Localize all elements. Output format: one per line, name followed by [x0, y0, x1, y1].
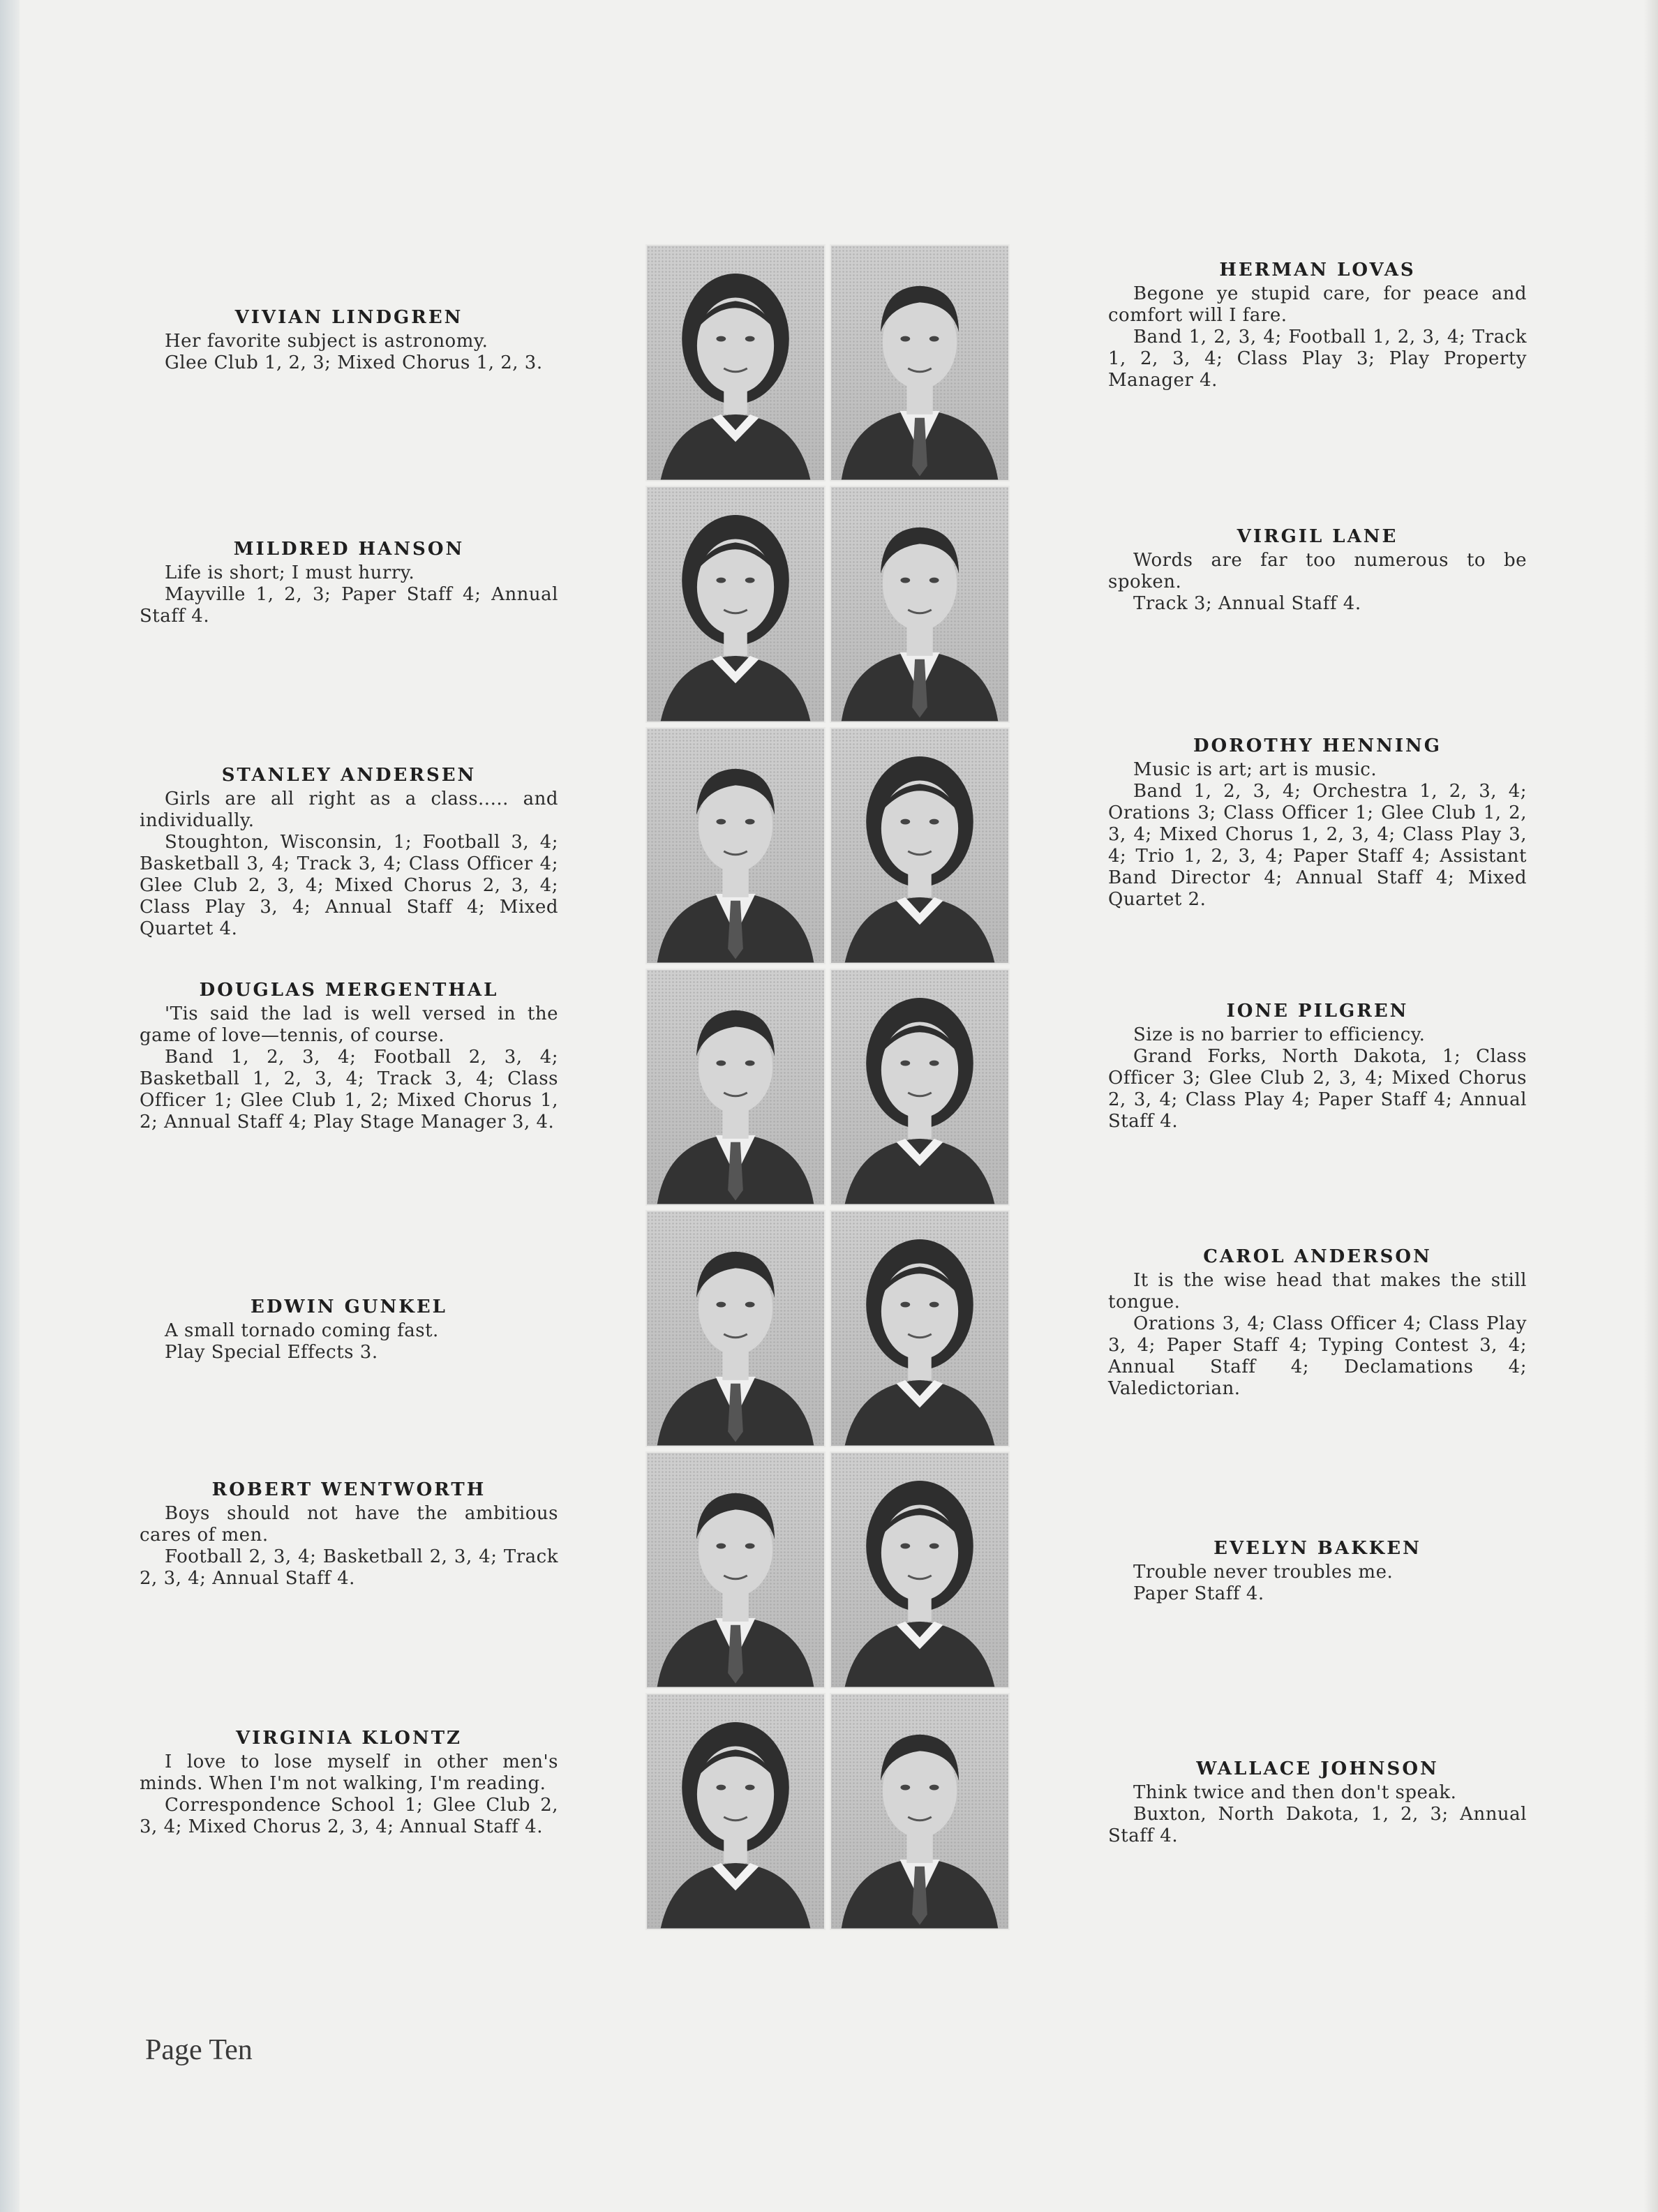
student-quote: Trouble never troubles me. — [1133, 1562, 1394, 1583]
student-portrait-photo — [830, 486, 1010, 723]
student-quote: 'Tis said the lad is well versed in the game of love—tennis, of course. — [140, 1003, 558, 1046]
student-activities: Band 1, 2, 3, 4; Football 1, 2, 3, 4; Track 1, 2, 3, 4; Class Play 3; Play Property Manager 4. — [1108, 327, 1527, 391]
student-activities: Grand Forks, North Dakota, 1; Class Officer 3; Glee Club 2, 3, 4; Mixed Chorus 2, 3, 4; Class Play 4; Paper Staff 4; Annual Staff 4. — [1108, 1046, 1527, 1132]
page-number: Page Ten — [145, 2034, 253, 2066]
student-activities: Football 2, 3, 4; Basketball 2, 3, 4; Track 2, 3, 4; Annual Staff 4. — [140, 1546, 558, 1589]
entry-wallace-johnson — [1108, 1758, 1527, 1847]
student-quote: Think twice and then don't speak. — [1133, 1782, 1457, 1803]
student-portrait-photo — [645, 727, 826, 964]
student-name: IONE PILGREN — [1226, 1001, 1409, 1022]
entry-virginia-klontz — [140, 1728, 558, 1838]
entry-dorothy-henning — [1108, 735, 1527, 911]
entry-edwin-gunkel — [140, 1296, 558, 1363]
entry-douglas-mergenthal — [140, 980, 558, 1133]
student-activities: Band 1, 2, 3, 4; Orchestra 1, 2, 3, 4; Orations 3; Class Officer 1; Glee Club 1, 2, 3, 4; Mixed Chorus 1, 2, 3, 4; Class Play 3, 4; Trio 1, 2, 3, 4; Paper Staff 4; Assistant Band Director 4; Annual Staff 4; Mixed Quartet 2. — [1108, 781, 1527, 910]
student-activities: Band 1, 2, 3, 4; Football 2, 3, 4; Basketball 1, 2, 3, 4; Track 3, 4; Class Officer 1; Glee Club 1, 2; Mixed Chorus 1, 2; Annual Staff 4; Play Stage Manager 3, 4. — [140, 1047, 558, 1133]
student-activities: Correspondence School 1; Glee Club 2, 3, 4; Mixed Chorus 2, 3, 4; Annual Staff 4. — [140, 1795, 558, 1837]
student-name: STANLEY ANDERSEN — [221, 765, 477, 786]
student-portrait-photo — [645, 1451, 826, 1689]
student-quote: Music is art; art is music. — [1133, 759, 1377, 780]
student-portrait-photo — [830, 1210, 1010, 1447]
student-activities: Glee Club 1, 2, 3; Mixed Chorus 1, 2, 3. — [165, 352, 543, 373]
student-name: DOUGLAS MERGENTHAL — [199, 980, 499, 1001]
student-activities: Paper Staff 4. — [1133, 1583, 1264, 1604]
student-quote: I love to lose myself in other men's minds. When I'm not walking, I'm reading. — [140, 1751, 558, 1794]
student-portrait-photo — [645, 244, 826, 481]
student-name: EVELYN BAKKEN — [1213, 1538, 1421, 1559]
student-name: HERMAN LOVAS — [1219, 260, 1416, 281]
student-activities: Mayville 1, 2, 3; Paper Staff 4; Annual Staff 4. — [140, 584, 558, 627]
student-quote: Words are far too numerous to be spoken. — [1108, 550, 1527, 592]
student-activities: Orations 3, 4; Class Officer 4; Class Play 3, 4; Paper Staff 4; Typing Contest 3, 4; Annual Staff 4; Declamations 4; Valedictorian. — [1108, 1313, 1527, 1399]
student-portrait-photo — [830, 1693, 1010, 1930]
student-quote: Begone ye stupid care, for peace and comfort will I fare. — [1108, 283, 1527, 326]
student-portrait-photo — [830, 1451, 1010, 1689]
student-quote: Her favorite subject is astronomy. — [165, 331, 488, 352]
student-activities: Buxton, North Dakota, 1, 2, 3; Annual Staff 4. — [1108, 1804, 1527, 1846]
entry-virgil-lane — [1108, 526, 1527, 615]
student-quote: It is the wise head that makes the still tongue. — [1108, 1270, 1527, 1313]
student-portrait-photo — [830, 969, 1010, 1206]
student-name: CAROL ANDERSON — [1203, 1246, 1432, 1267]
student-quote: Life is short; I must hurry. — [165, 562, 415, 583]
entry-stanley-andersen — [140, 765, 558, 940]
entry-mildred-hanson — [140, 539, 558, 627]
entry-herman-lovas — [1108, 260, 1527, 391]
student-portrait-photo — [645, 1693, 826, 1930]
student-name: VIVIAN LINDGREN — [234, 307, 463, 328]
student-name: ROBERT WENTWORTH — [211, 1479, 486, 1500]
student-portrait-photo — [645, 1210, 826, 1447]
student-activities: Track 3; Annual Staff 4. — [1133, 593, 1361, 614]
student-activities: Play Special Effects 3. — [165, 1342, 378, 1363]
student-activities: Stoughton, Wisconsin, 1; Football 3, 4; Basketball 3, 4; Track 3, 4; Class Officer 4; Glee Club 2, 3, 4; Mixed Chorus 2, 3, 4; Class Play 3, 4; Annual Staff 4; Mixed Quartet 4. — [140, 832, 558, 939]
page-right-edge — [1644, 0, 1658, 2212]
student-quote: Size is no barrier to efficiency. — [1133, 1024, 1426, 1045]
student-name: VIRGINIA KLONTZ — [235, 1728, 463, 1749]
entry-evelyn-bakken — [1108, 1538, 1527, 1605]
page-binding-edge — [0, 0, 20, 2212]
student-portrait-photo — [830, 727, 1010, 964]
student-name: EDWIN GUNKEL — [251, 1296, 447, 1317]
student-portrait-photo — [830, 244, 1010, 481]
student-quote: Girls are all right as a class..... and individually. — [140, 789, 558, 831]
portrait-grid — [645, 244, 1022, 1933]
student-name: WALLACE JOHNSON — [1196, 1758, 1439, 1779]
student-portrait-photo — [645, 486, 826, 723]
student-quote: A small tornado coming fast. — [165, 1320, 439, 1341]
entry-ione-pilgren — [1108, 1001, 1527, 1133]
student-quote: Boys should not have the ambitious cares of men. — [140, 1503, 558, 1546]
entry-robert-wentworth — [140, 1479, 558, 1590]
student-portrait-photo — [645, 969, 826, 1206]
student-name: MILDRED HANSON — [233, 539, 465, 560]
student-name: VIRGIL LANE — [1237, 526, 1398, 547]
student-name: DOROTHY HENNING — [1193, 735, 1442, 756]
entry-carol-anderson — [1108, 1246, 1527, 1400]
entry-vivian-lindgren — [140, 307, 558, 374]
